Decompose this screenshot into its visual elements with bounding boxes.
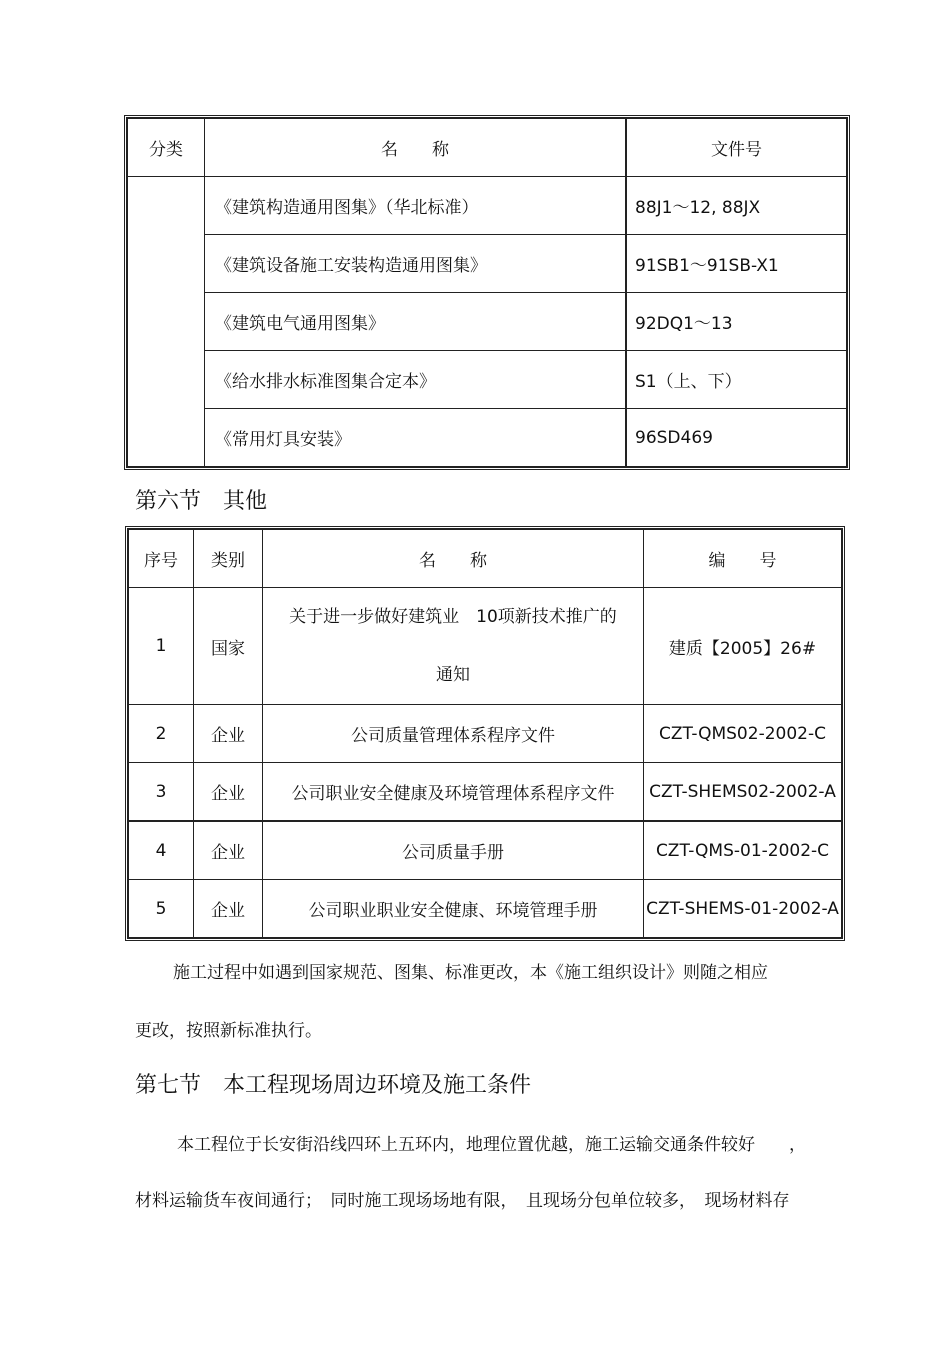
row-name: 公司职业职业安全健康、环境管理手册 [263, 880, 644, 939]
row-index: 1 [128, 588, 194, 705]
row-index: 4 [128, 821, 194, 880]
row-name: 《建筑电气通用图集》 [205, 293, 627, 351]
table-row [127, 351, 847, 409]
paragraph-line: 材料运输货车夜间通行； 同时施工现场场地有限， 且现场分包单位较多， 现场材料存 [135, 1191, 790, 1211]
header-number: 编 号 [644, 529, 843, 588]
header-index: 序号 [128, 529, 194, 588]
table-row [127, 293, 847, 351]
table-row [128, 763, 842, 822]
row-type: 企业 [194, 705, 263, 763]
header-name: 名 称 [263, 529, 644, 588]
row-index: 2 [128, 705, 194, 763]
row-name: 《常用灯具安装》 [205, 409, 627, 468]
row-number: 建质【2005】26# [644, 588, 843, 705]
row-name-line2: 通知 [436, 665, 470, 685]
row-number: CZT-QMS02-2002-C [644, 705, 843, 763]
table-header-row [128, 529, 842, 588]
row-file-no: 92DQ1～13 [626, 293, 847, 351]
row-name [263, 588, 644, 705]
section-heading: 第六节 其他 [135, 489, 268, 514]
header-category: 分类 [127, 118, 205, 177]
paragraph-line: 更改，按照新标准执行。 [135, 1021, 322, 1041]
category-cell [127, 177, 205, 468]
row-type: 企业 [194, 763, 263, 822]
row-number: CZT-SHEMS02-2002-A [644, 763, 843, 822]
row-file-no: 88J1～12, 88JX [626, 177, 847, 235]
row-type: 国家 [194, 588, 263, 705]
header-name: 名 称 [205, 118, 627, 177]
row-name: 公司职业安全健康及环境管理体系程序文件 [263, 763, 644, 822]
row-name: 《给水排水标准图集合定本》 [205, 351, 627, 409]
row-type: 企业 [194, 821, 263, 880]
row-file-no: 96SD469 [626, 409, 847, 468]
section-heading: 第七节 本工程现场周边环境及施工条件 [135, 1073, 532, 1098]
header-type: 类别 [194, 529, 263, 588]
row-name: 公司质量管理体系程序文件 [263, 705, 644, 763]
paragraph-line: 本工程位于长安街沿线四环上五环内，地理位置优越，施工运输交通条件较好 ， [177, 1135, 806, 1155]
table-row [127, 235, 847, 293]
header-file-no: 文件号 [626, 118, 847, 177]
row-type: 企业 [194, 880, 263, 939]
row-index: 3 [128, 763, 194, 822]
row-name: 《建筑设备施工安装构造通用图集》 [205, 235, 627, 293]
table-row [128, 588, 842, 705]
row-file-no: S1（上、下） [626, 351, 847, 409]
table-header-row [127, 118, 847, 177]
row-name-line1: 关于进一步做好建筑业 10项新技术推广的 [289, 607, 617, 627]
table-row [127, 177, 847, 235]
table-row [127, 409, 847, 468]
row-name: 《建筑构造通用图集》（华北标准） [205, 177, 627, 235]
other-documents-table [127, 528, 843, 939]
row-file-no: 91SB1～91SB-X1 [626, 235, 847, 293]
row-number: CZT-SHEMS-01-2002-A [644, 880, 843, 939]
standards-table [126, 117, 848, 468]
table-row [128, 705, 842, 763]
table-row [128, 880, 842, 939]
row-number: CZT-QMS-01-2002-C [644, 821, 843, 880]
table-row [128, 821, 842, 880]
row-name: 公司质量手册 [263, 821, 644, 880]
row-index: 5 [128, 880, 194, 939]
paragraph-line: 施工过程中如遇到国家规范、图集、标准更改，本《施工组织设计》则随之相应 [173, 963, 768, 983]
